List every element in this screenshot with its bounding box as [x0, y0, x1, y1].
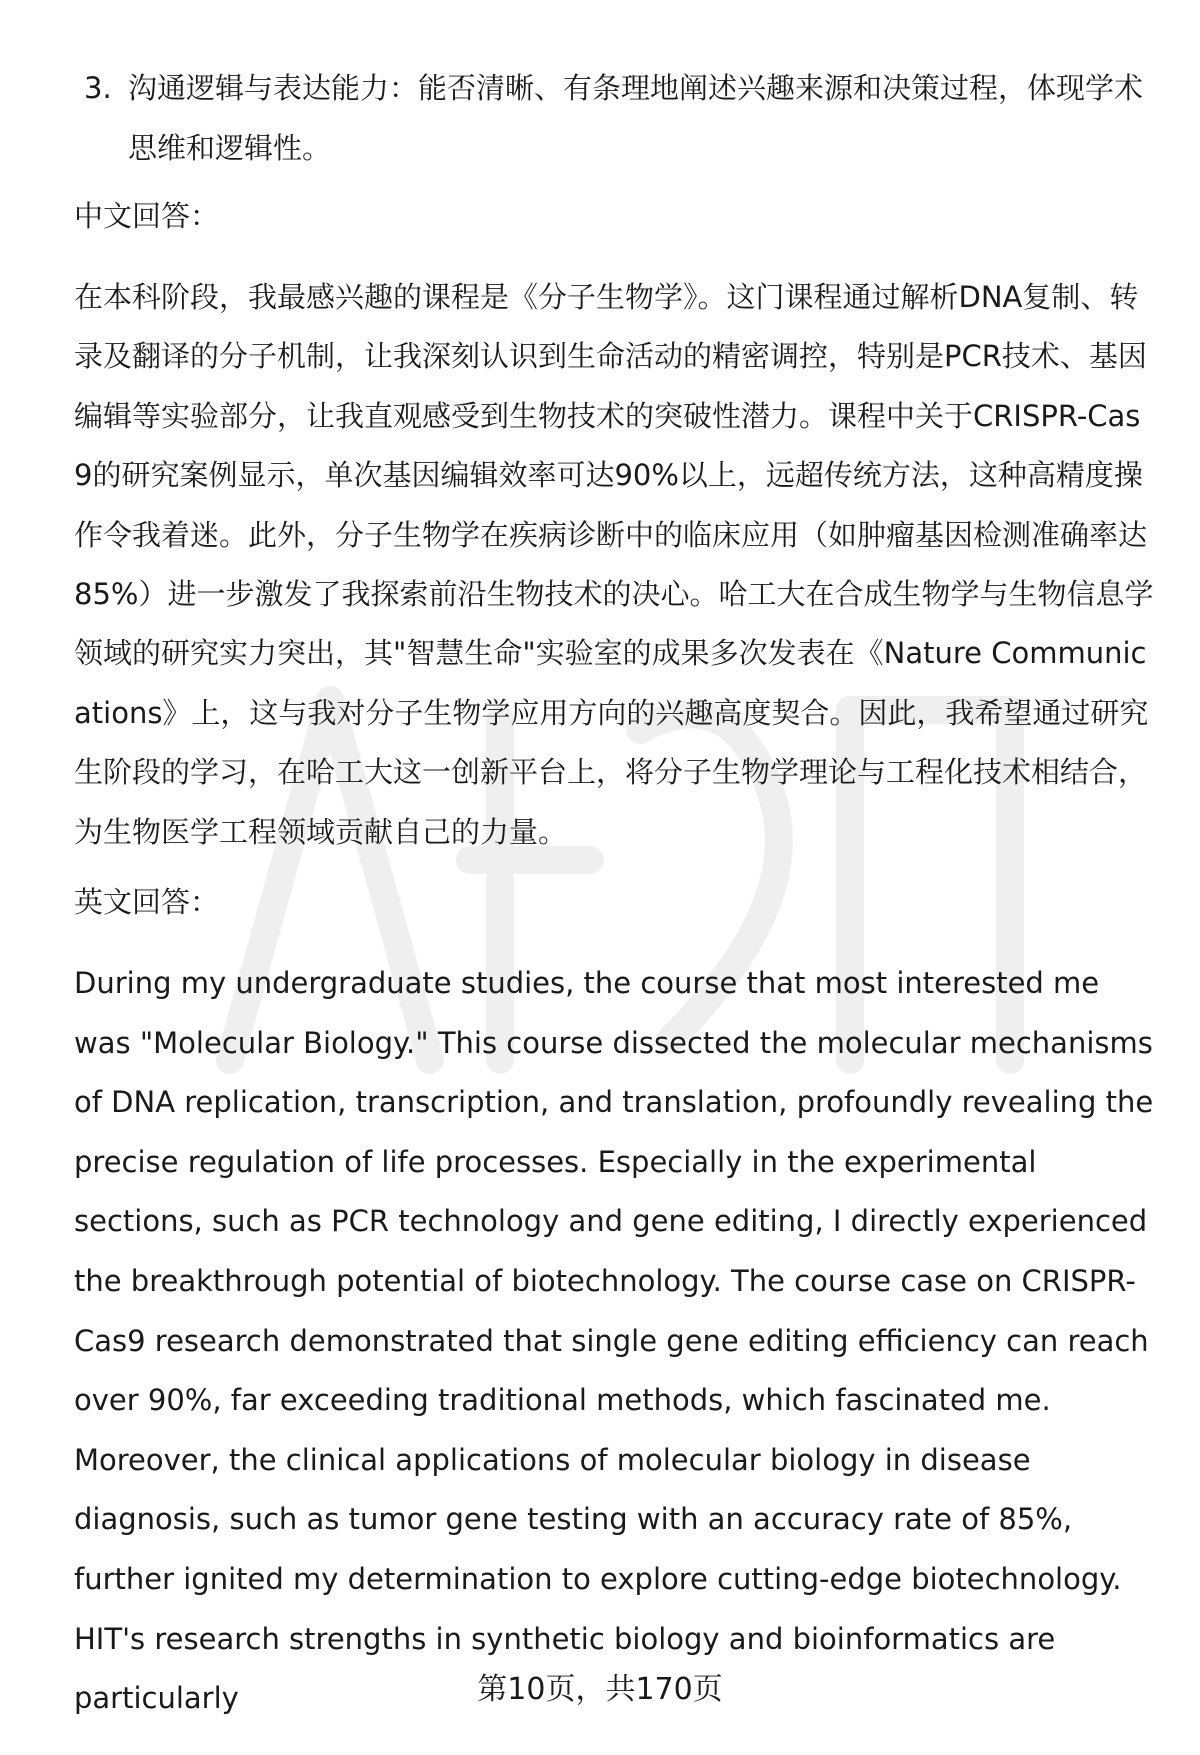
- evaluation-criterion: [84, 58, 1164, 178]
- page-number-footer: 第10页，共170页: [477, 1672, 723, 1707]
- chinese-answer-paragraph: 在本科阶段，我最感兴趣的课程是《分子生物学》。这门课程通过解析DNA复制、转录及翻译的分子机制，让我深刻认识到生命活动的精密调控，特别是PCR技术、基因编辑等实验部分，让我直观感受到生物技术的突破性潜力。课程中关于CRISPR-Cas9的研究案例显示，单次基因编辑效率可达90%以上，远超传统方法，这种高精度操作令我着迷。此外，分子生物学在疾病诊断中的临床应用（如肿瘤基因检测准确率达85%）进一步激发了我探索前沿生物技术的决心。哈工大在合成生物学与生物信息学领域的研究实力突出，其"智慧生命"实验室的成果多次发表在《Nature Communications》上，这与我对分子生物学应用方向的兴趣高度契合。因此，我希望通过研究生阶段的学习，在哈工大这一创新平台上，将分子生物学理论与工程化技术相结合，为生物医学工程领域贡献自己的力量。: [74, 280, 1154, 849]
- criterion-text: 沟通逻辑与表达能力：能否清晰、有条理地阐述兴趣来源和决策过程，体现学术思维和逻辑性。: [128, 71, 1144, 165]
- criterion-number: 3.: [84, 71, 112, 105]
- english-answer-paragraph: During my undergraduate studies, the course that most interested me was "Molecular Biology." This course dissected the molecular mechanisms of DNA replication, transcription, and translation, profoundly revealing the precise regulation of life processes. Especially in the experimental sections, such as PCR technology and gene editing, I directly experienced the breakthrough potential of biotechnology. The course case on CRISPR-Cas9 research demonstrated that single gene editing efficiency can reach over 90%, far exceeding traditional methods, which fascinated me. Moreover, the clinical applications of molecular biology in disease diagnosis, such as tumor gene testing with an accuracy rate of 85%, further ignited my determination to explore cutting-edge biotechnology. HIT's research strengths in synthetic biology and bioinformatics are particularly: [74, 966, 1154, 1716]
- english-answer-label: 英文回答：: [74, 885, 220, 919]
- chinese-answer-label: 中文回答：: [74, 199, 220, 233]
